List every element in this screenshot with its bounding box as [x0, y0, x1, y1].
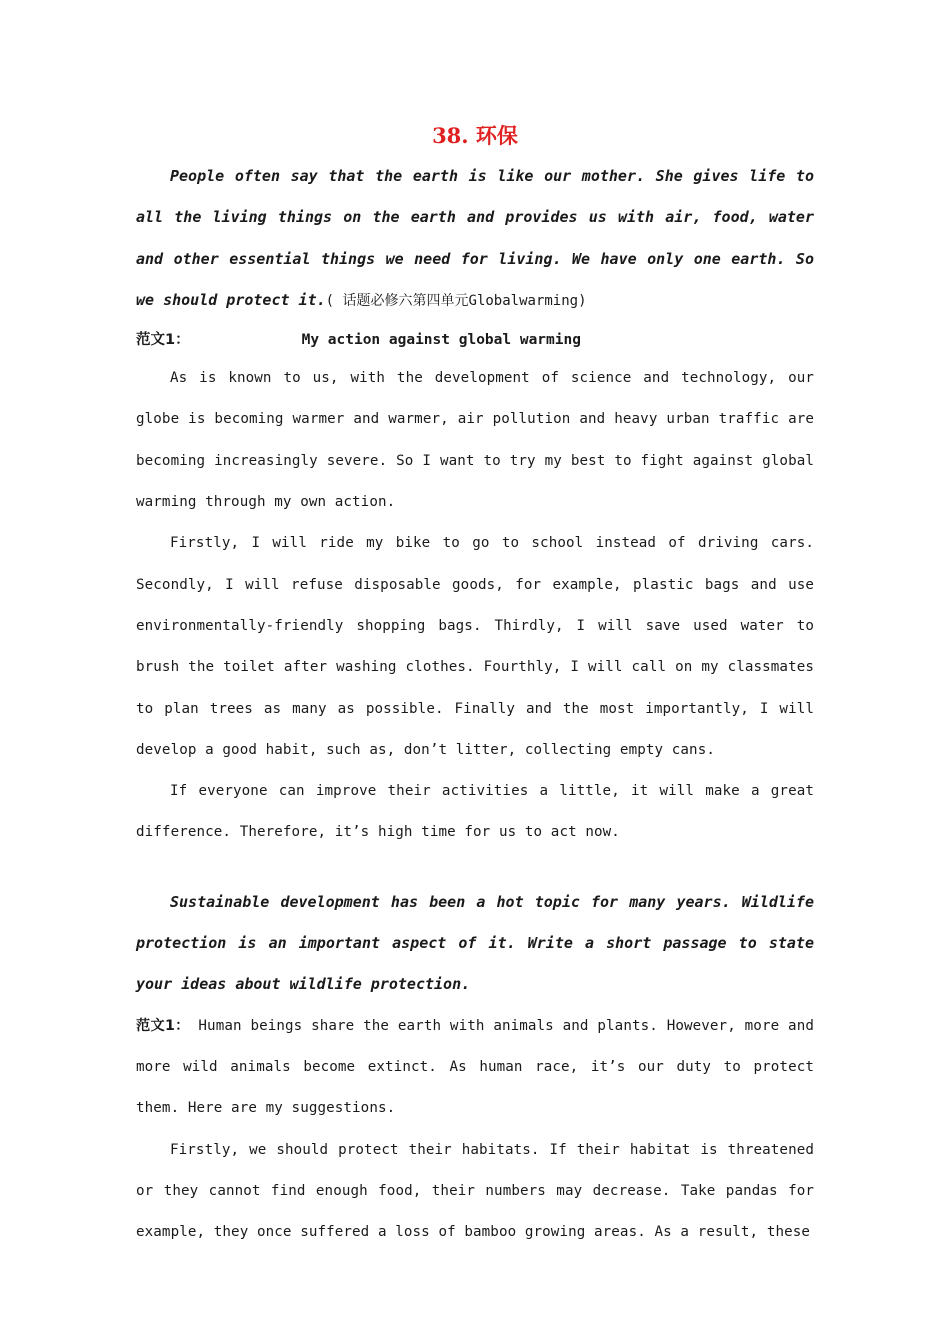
- topic-note: ( 话题必修六第四单元Globalwarming): [325, 292, 587, 309]
- section-gap: [136, 854, 814, 882]
- prompt-text-1: People often say that the earth is like our mother. She gives life to all the living things on the earth and provides us with air, food, water and other essential things we need for living. We have only one earth. So we should protect it.: [136, 167, 814, 309]
- essay-paragraph-3: If everyone can improve their activities a little, it will make a great difference. Therefore, it’s high time for us to act now.: [136, 783, 814, 841]
- sample-intro-text: Human beings share the earth with animals and plants. However, more and more wild animals become extinct. As human race, it’s our duty to protect them. Here are my suggestions.: [136, 1017, 814, 1117]
- writing-prompt-1: [136, 156, 814, 322]
- writing-prompt-2: Sustainable development has been a hot topic for many years. Wildlife protection is an important aspect of it. Write a short passage to state your ideas about wildlife protection.: [136, 892, 814, 994]
- sample-label-1: 范文1：: [136, 332, 190, 349]
- essay-paragraph-2: Firstly, I will ride my bike to go to school instead of driving cars. Secondly, I will refuse disposable goods, for example, plastic bags and use environmentally-friendly shopping bags. Thirdly, I will save used water to brush the toilet after washing clothes. Fourthly, I will call on my classmates to plan trees as many as possible. Finally and the most importantly, I will develop a good habit, such as, don’t litter, collecting empty cans.: [136, 535, 814, 758]
- document-page: [136, 118, 814, 1253]
- sample-label-2: 范文1：: [136, 1017, 190, 1034]
- essay-title: My action against global warming: [301, 332, 581, 349]
- sample-heading-1: [136, 322, 814, 358]
- document-title: 38. 环保: [432, 123, 518, 148]
- essay-paragraph-1: As is known to us, with the development of science and technology, our globe is becoming warmer and warmer, air pollution and heavy urban traffic are becoming increasingly severe. So I want to try my best to fight against global warming through my own action.: [136, 370, 814, 511]
- sample-paragraph-intro: [136, 1006, 814, 1130]
- sample-paragraph-2: Firstly, we should protect their habitats. If their habitat is threatened or they cannot find enough food, their numbers may decrease. Take pandas for example, they once suffered a loss of bamboo growing areas. As a result, these: [136, 1141, 814, 1241]
